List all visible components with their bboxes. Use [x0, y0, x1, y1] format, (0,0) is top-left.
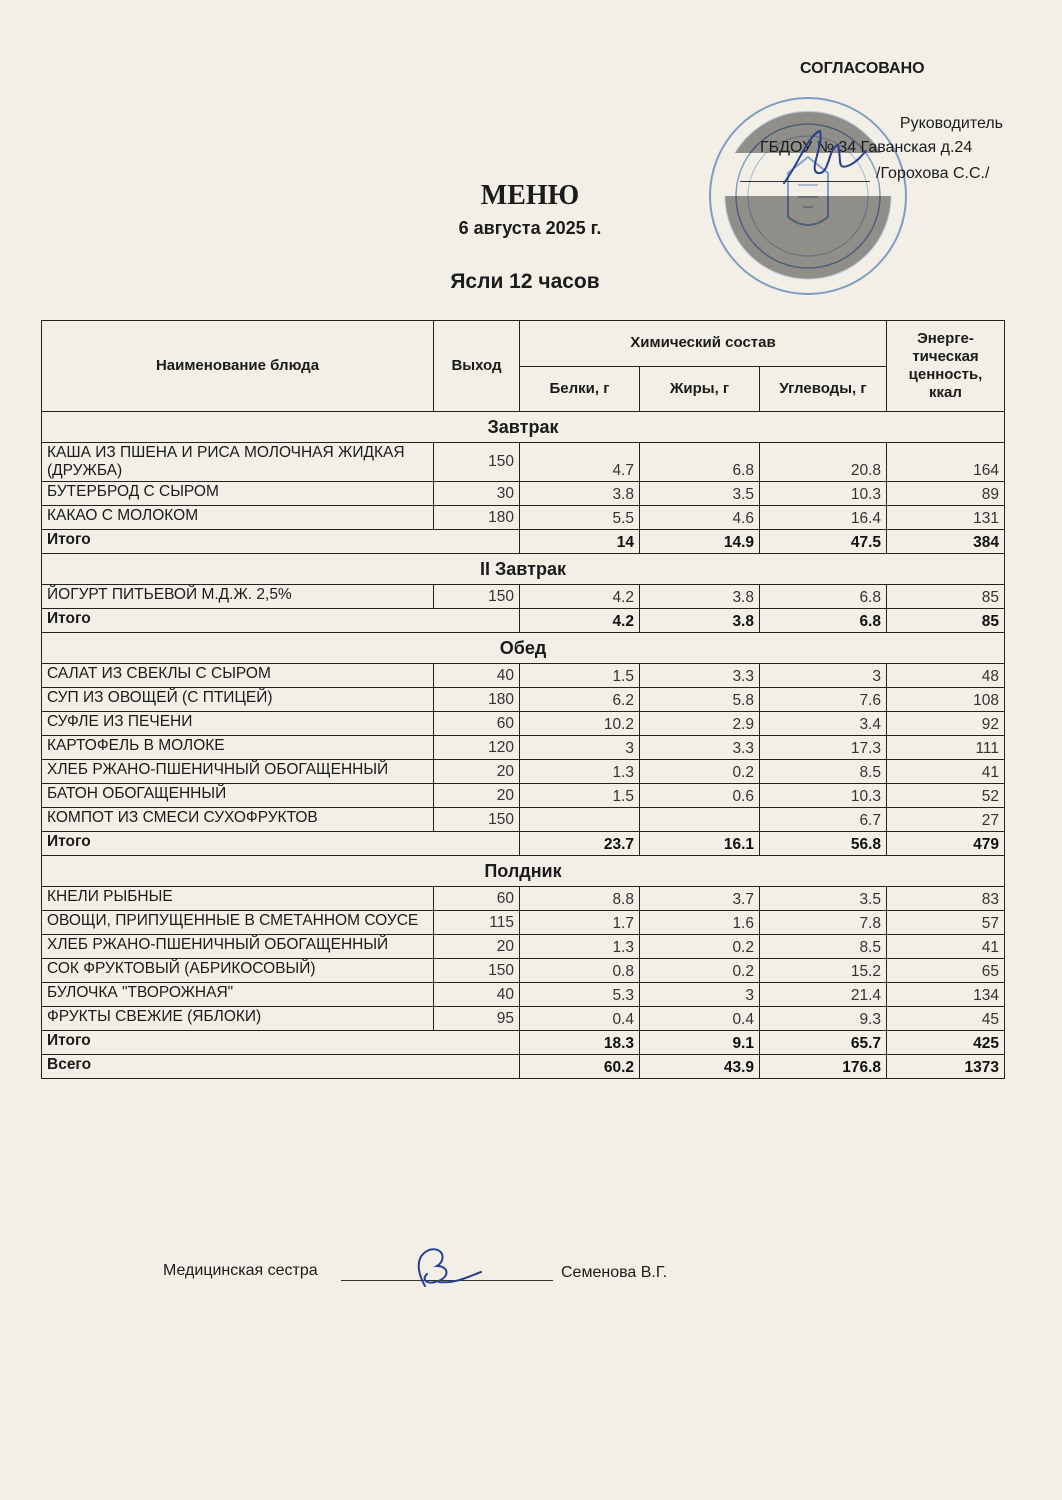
dish-output: 180 — [434, 688, 520, 712]
dish-name: САЛАТ ИЗ СВЕКЛЫ С СЫРОМ — [42, 664, 434, 688]
dish-fat — [640, 808, 760, 832]
approval-heading: СОГЛАСОВАНО — [800, 60, 925, 77]
header-energy: Энерге-тическая ценность, ккал — [887, 321, 1005, 412]
dish-protein: 5.3 — [520, 983, 640, 1007]
approver-signature — [778, 125, 868, 190]
dish-protein: 5.5 — [520, 506, 640, 530]
approver-name: /Горохова С.С./ — [876, 165, 990, 182]
dish-carbs: 8.5 — [760, 935, 887, 959]
total-fat: 14.9 — [640, 530, 760, 554]
total-protein: 14 — [520, 530, 640, 554]
age-group: Ясли 12 часов — [450, 270, 600, 293]
table-row — [42, 585, 1005, 609]
dish-name: КАША ИЗ ПШЕНА И РИСА МОЛОЧНАЯ ЖИДКАЯ (ДРУЖБА) — [42, 443, 434, 482]
dish-energy: 164 — [887, 443, 1005, 482]
dish-fat: 0.2 — [640, 959, 760, 983]
dish-name: КАРТОФЕЛЬ В МОЛОКЕ — [42, 736, 434, 760]
total-row — [42, 1031, 1005, 1055]
total-protein: 4.2 — [520, 609, 640, 633]
dish-output: 120 — [434, 736, 520, 760]
dish-output: 150 — [434, 959, 520, 983]
section-row — [42, 633, 1005, 664]
dish-protein: 10.2 — [520, 712, 640, 736]
table-row — [42, 808, 1005, 832]
grand-total-energy: 1373 — [887, 1055, 1005, 1079]
dish-protein — [520, 808, 640, 832]
dish-output: 150 — [434, 585, 520, 609]
dish-energy: 41 — [887, 935, 1005, 959]
dish-fat: 3.5 — [640, 482, 760, 506]
table-row — [42, 911, 1005, 935]
dish-energy: 45 — [887, 1007, 1005, 1031]
table-row — [42, 784, 1005, 808]
dish-carbs: 9.3 — [760, 1007, 887, 1031]
dish-output: 30 — [434, 482, 520, 506]
dish-carbs: 8.5 — [760, 760, 887, 784]
grand-total-row — [42, 1055, 1005, 1079]
section-title: II Завтрак — [42, 554, 1005, 585]
dish-protein: 6.2 — [520, 688, 640, 712]
header-chemical-composition: Химический состав — [520, 321, 887, 367]
dish-energy: 89 — [887, 482, 1005, 506]
dish-carbs: 15.2 — [760, 959, 887, 983]
dish-energy: 92 — [887, 712, 1005, 736]
header-carbs: Углеводы, г — [760, 366, 887, 412]
dish-fat: 5.8 — [640, 688, 760, 712]
total-protein: 18.3 — [520, 1031, 640, 1055]
dish-name: БУТЕРБРОД С СЫРОМ — [42, 482, 434, 506]
dish-output: 150 — [434, 443, 520, 482]
organization-name: ГБДОУ № 34 Гаванская д.24 — [760, 139, 973, 156]
document-title: МЕНЮ — [480, 180, 580, 211]
dish-energy: 85 — [887, 585, 1005, 609]
dish-protein: 4.2 — [520, 585, 640, 609]
dish-energy: 131 — [887, 506, 1005, 530]
dish-carbs: 7.6 — [760, 688, 887, 712]
table-row — [42, 664, 1005, 688]
dish-energy: 83 — [887, 887, 1005, 911]
dish-energy: 111 — [887, 736, 1005, 760]
dish-fat: 6.8 — [640, 443, 760, 482]
dish-name: ХЛЕБ РЖАНО-ПШЕНИЧНЫЙ ОБОГАЩЕННЫЙ — [42, 760, 434, 784]
dish-energy: 57 — [887, 911, 1005, 935]
header-dish-name: Наименование блюда — [42, 321, 434, 412]
dish-output: 60 — [434, 712, 520, 736]
dish-output: 20 — [434, 935, 520, 959]
dish-carbs: 17.3 — [760, 736, 887, 760]
grand-total-carbs: 176.8 — [760, 1055, 887, 1079]
dish-energy: 134 — [887, 983, 1005, 1007]
total-row — [42, 832, 1005, 856]
dish-fat: 2.9 — [640, 712, 760, 736]
dish-fat: 3.8 — [640, 585, 760, 609]
table-row — [42, 736, 1005, 760]
dish-fat: 1.6 — [640, 911, 760, 935]
dish-protein: 3 — [520, 736, 640, 760]
dish-name: БАТОН ОБОГАЩЕННЫЙ — [42, 784, 434, 808]
dish-energy: 65 — [887, 959, 1005, 983]
dish-output: 20 — [434, 760, 520, 784]
table-row — [42, 482, 1005, 506]
total-carbs: 6.8 — [760, 609, 887, 633]
table-row — [42, 688, 1005, 712]
dish-protein: 0.4 — [520, 1007, 640, 1031]
dish-name: КАКАО С МОЛОКОМ — [42, 506, 434, 530]
dish-energy: 48 — [887, 664, 1005, 688]
dish-name: СОК ФРУКТОВЫЙ (АБРИКОСОВЫЙ) — [42, 959, 434, 983]
total-fat: 9.1 — [640, 1031, 760, 1055]
total-label: Итого — [42, 832, 520, 856]
dish-output: 95 — [434, 1007, 520, 1031]
dish-carbs: 16.4 — [760, 506, 887, 530]
dish-output: 20 — [434, 784, 520, 808]
dish-output: 115 — [434, 911, 520, 935]
total-protein: 23.7 — [520, 832, 640, 856]
header-output: Выход — [434, 321, 520, 412]
dish-carbs: 6.7 — [760, 808, 887, 832]
grand-total-protein: 60.2 — [520, 1055, 640, 1079]
dish-name: ОВОЩИ, ПРИПУЩЕННЫЕ В СМЕТАННОМ СОУСЕ — [42, 911, 434, 935]
total-energy: 425 — [887, 1031, 1005, 1055]
dish-protein: 0.8 — [520, 959, 640, 983]
dish-name: ЙОГУРТ ПИТЬЕВОЙ М.Д.Ж. 2,5% — [42, 585, 434, 609]
dish-name: СУФЛЕ ИЗ ПЕЧЕНИ — [42, 712, 434, 736]
table-row — [42, 959, 1005, 983]
section-row — [42, 412, 1005, 443]
section-row — [42, 856, 1005, 887]
grand-total-label: Всего — [42, 1055, 520, 1079]
dish-name: ФРУКТЫ СВЕЖИЕ (ЯБЛОКИ) — [42, 1007, 434, 1031]
total-row — [42, 609, 1005, 633]
total-row — [42, 530, 1005, 554]
total-carbs: 47.5 — [760, 530, 887, 554]
dish-carbs: 6.8 — [760, 585, 887, 609]
table-header-row — [42, 321, 1005, 367]
dish-name: БУЛОЧКА "ТВОРОЖНАЯ" — [42, 983, 434, 1007]
table-row — [42, 443, 1005, 482]
approver-role: Руководитель — [899, 115, 1003, 132]
nurse-signature — [395, 1242, 485, 1292]
nurse-name: Семенова В.Г. — [561, 1264, 668, 1281]
dish-name: КНЕЛИ РЫБНЫЕ — [42, 887, 434, 911]
dish-name: ХЛЕБ РЖАНО-ПШЕНИЧНЫЙ ОБОГАЩЕННЫЙ — [42, 935, 434, 959]
dish-protein: 4.7 — [520, 443, 640, 482]
total-label: Итого — [42, 1031, 520, 1055]
table-row — [42, 935, 1005, 959]
dish-protein: 3.8 — [520, 482, 640, 506]
dish-protein: 1.5 — [520, 784, 640, 808]
dish-output: 150 — [434, 808, 520, 832]
dish-carbs: 20.8 — [760, 443, 887, 482]
approval-block — [700, 55, 1040, 305]
nurse-role: Медицинская сестра — [163, 1262, 318, 1279]
dish-fat: 4.6 — [640, 506, 760, 530]
dish-energy: 52 — [887, 784, 1005, 808]
table-row — [42, 887, 1005, 911]
footer-signature-block — [163, 1260, 723, 1300]
dish-energy: 41 — [887, 760, 1005, 784]
menu-date: 6 августа 2025 г. — [458, 218, 602, 238]
grand-total-fat: 43.9 — [640, 1055, 760, 1079]
header-protein: Белки, г — [520, 366, 640, 412]
table-row — [42, 760, 1005, 784]
section-row — [42, 554, 1005, 585]
dish-output: 40 — [434, 664, 520, 688]
dish-protein: 1.7 — [520, 911, 640, 935]
dish-fat: 3.3 — [640, 736, 760, 760]
dish-carbs: 7.8 — [760, 911, 887, 935]
table-row — [42, 506, 1005, 530]
section-title: Полдник — [42, 856, 1005, 887]
dish-output: 180 — [434, 506, 520, 530]
total-carbs: 56.8 — [760, 832, 887, 856]
dish-protein: 8.8 — [520, 887, 640, 911]
dish-fat: 0.2 — [640, 935, 760, 959]
dish-carbs: 3 — [760, 664, 887, 688]
total-label: Итого — [42, 530, 520, 554]
total-energy: 384 — [887, 530, 1005, 554]
dish-name: КОМПОТ ИЗ СМЕСИ СУХОФРУКТОВ — [42, 808, 434, 832]
total-fat: 3.8 — [640, 609, 760, 633]
table-row — [42, 983, 1005, 1007]
dish-fat: 3.7 — [640, 887, 760, 911]
dish-protein: 1.3 — [520, 760, 640, 784]
total-energy: 85 — [887, 609, 1005, 633]
dish-fat: 0.6 — [640, 784, 760, 808]
dish-energy: 108 — [887, 688, 1005, 712]
section-title: Обед — [42, 633, 1005, 664]
section-title: Завтрак — [42, 412, 1005, 443]
dish-carbs: 10.3 — [760, 784, 887, 808]
dish-protein: 1.5 — [520, 664, 640, 688]
dish-protein: 1.3 — [520, 935, 640, 959]
table-row — [42, 712, 1005, 736]
dish-carbs: 3.5 — [760, 887, 887, 911]
official-stamp — [705, 93, 911, 299]
dish-fat: 0.2 — [640, 760, 760, 784]
dish-name: СУП ИЗ ОВОЩЕЙ (С ПТИЦЕЙ) — [42, 688, 434, 712]
dish-fat: 3.3 — [640, 664, 760, 688]
total-fat: 16.1 — [640, 832, 760, 856]
dish-fat: 0.4 — [640, 1007, 760, 1031]
total-energy: 479 — [887, 832, 1005, 856]
dish-fat: 3 — [640, 983, 760, 1007]
dish-output: 40 — [434, 983, 520, 1007]
dish-output: 60 — [434, 887, 520, 911]
dish-carbs: 10.3 — [760, 482, 887, 506]
header-fat: Жиры, г — [640, 366, 760, 412]
dish-energy: 27 — [887, 808, 1005, 832]
table-row — [42, 1007, 1005, 1031]
dish-carbs: 3.4 — [760, 712, 887, 736]
total-label: Итого — [42, 609, 520, 633]
menu-table — [41, 320, 1005, 1079]
total-carbs: 65.7 — [760, 1031, 887, 1055]
dish-carbs: 21.4 — [760, 983, 887, 1007]
